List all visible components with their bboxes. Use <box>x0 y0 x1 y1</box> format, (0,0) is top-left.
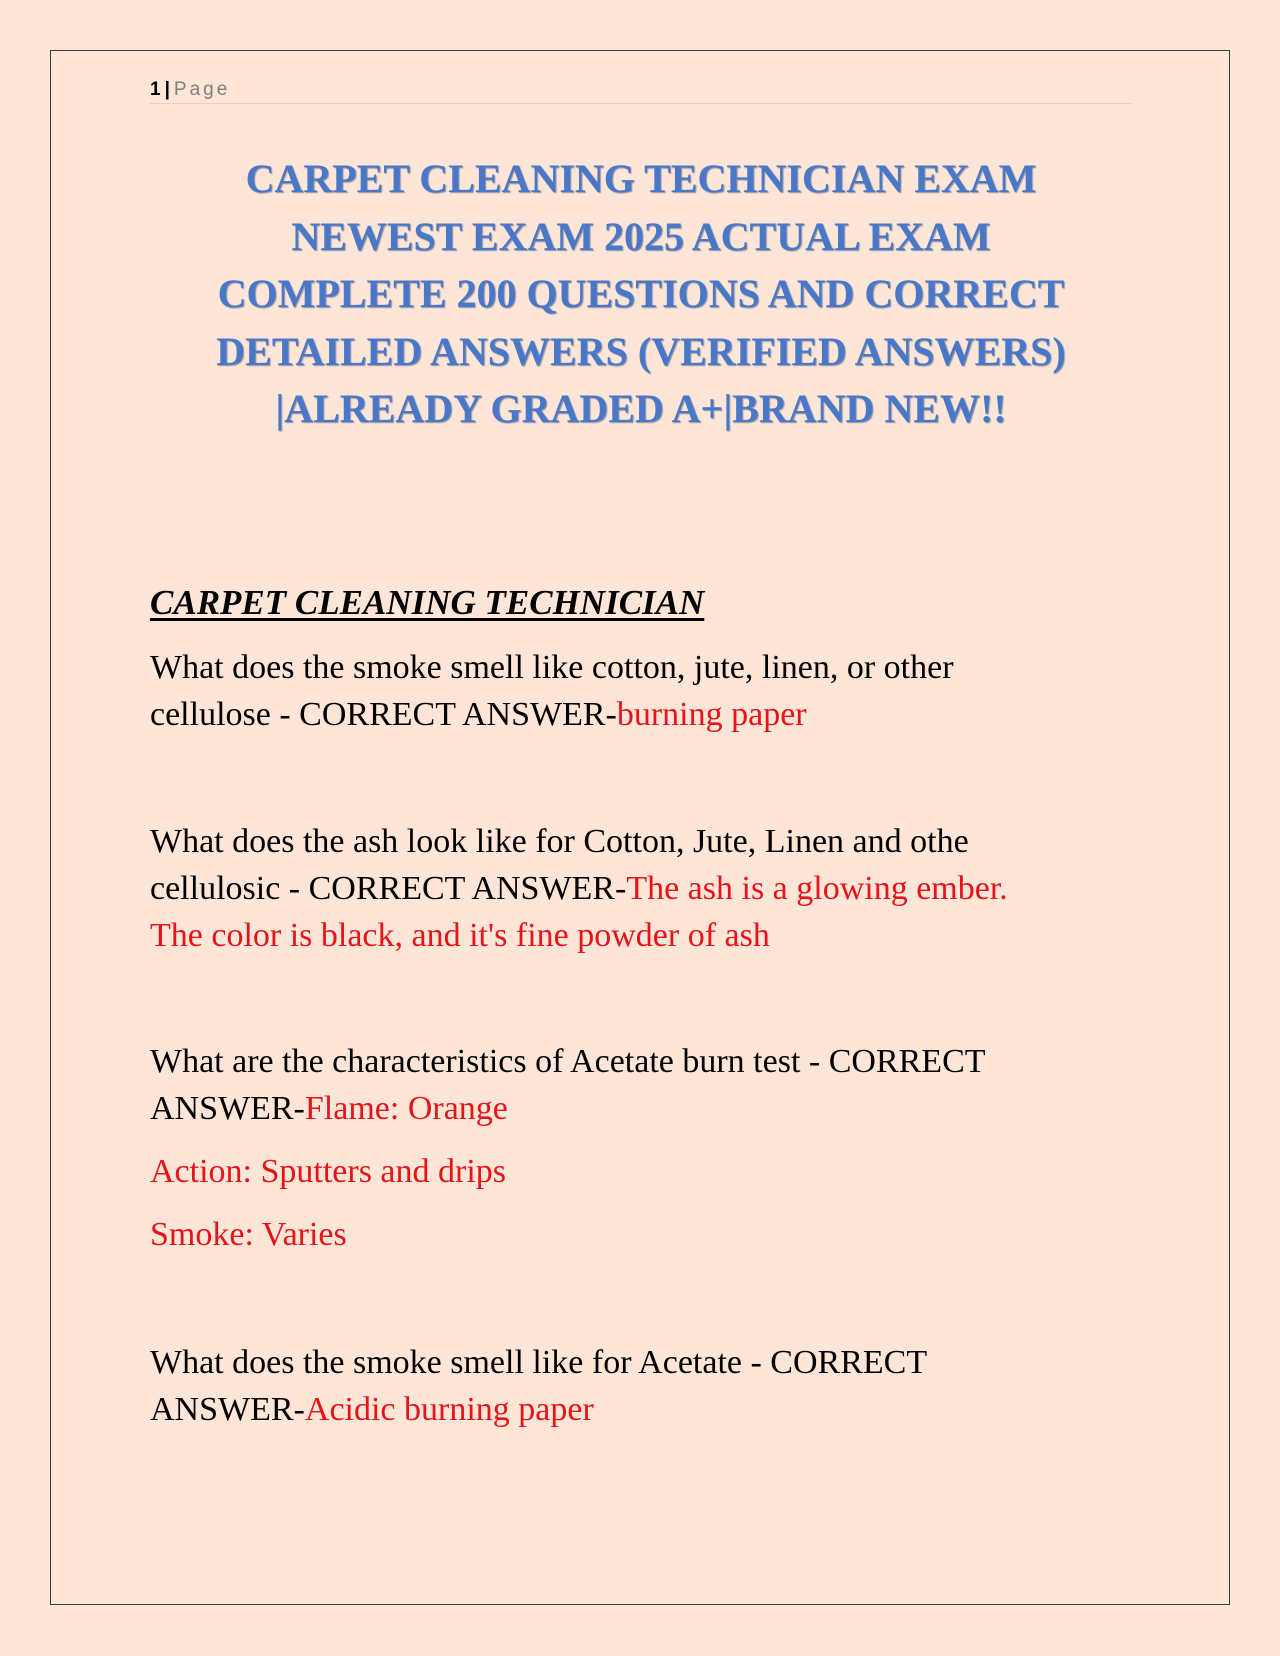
page-number: 1 <box>150 79 161 100</box>
title-line: DETAILED ANSWERS (VERIFIED ANSWERS) <box>216 328 1066 374</box>
document-title <box>150 150 1132 438</box>
page-header-separator: | <box>164 79 170 100</box>
answer-line: The color is black, and it's fine powder of ash <box>150 917 770 954</box>
question-line <box>150 1386 1132 1433</box>
question-text: ANSWER- <box>150 1090 305 1127</box>
question-line: What does the ash look like for Cotton, Jute, Linen and othe <box>150 823 969 860</box>
question-line: What does the smoke smell like cotton, jute, linen, or other <box>150 649 954 686</box>
title-line: COMPLETE 200 QUESTIONS AND CORRECT <box>217 271 1065 316</box>
question-line: What are the characteristics of Acetate burn test - CORRECT <box>150 1043 986 1080</box>
question-line <box>150 1085 1132 1132</box>
question-line <box>150 865 1132 912</box>
section-heading: CARPET CLEANING TECHNICIAN <box>150 583 705 622</box>
page-header <box>150 76 1132 104</box>
answer-text: burning paper <box>616 696 807 733</box>
title-line: |ALREADY GRADED A+|BRAND NEW!! <box>275 386 1007 431</box>
qa-item <box>150 1339 1132 1433</box>
answer-line: Smoke: Varies <box>150 1216 347 1253</box>
title-line: CARPET CLEANING TECHNICIAN EXAM <box>245 156 1037 201</box>
qa-item <box>150 644 1132 738</box>
answer-line: Action: Sputters and drips <box>150 1153 507 1190</box>
answer-text: Flame: Orange <box>304 1090 508 1127</box>
question-line: What does the smoke smell like for Acetate - CORRECT <box>150 1344 928 1381</box>
title-line: NEWEST EXAM 2025 ACTUAL EXAM <box>291 213 991 259</box>
answer-text: The ash is a glowing ember. <box>626 870 1008 907</box>
answer-text: Acidic burning paper <box>304 1391 594 1428</box>
question-text: ANSWER- <box>150 1391 305 1428</box>
question-line <box>150 691 1132 738</box>
question-text: cellulosic - CORRECT ANSWER- <box>150 870 627 907</box>
question-text: cellulose - CORRECT ANSWER- <box>150 696 617 733</box>
qa-item <box>150 1038 1132 1258</box>
qa-item <box>150 818 1132 959</box>
page-label: Page <box>173 79 231 100</box>
